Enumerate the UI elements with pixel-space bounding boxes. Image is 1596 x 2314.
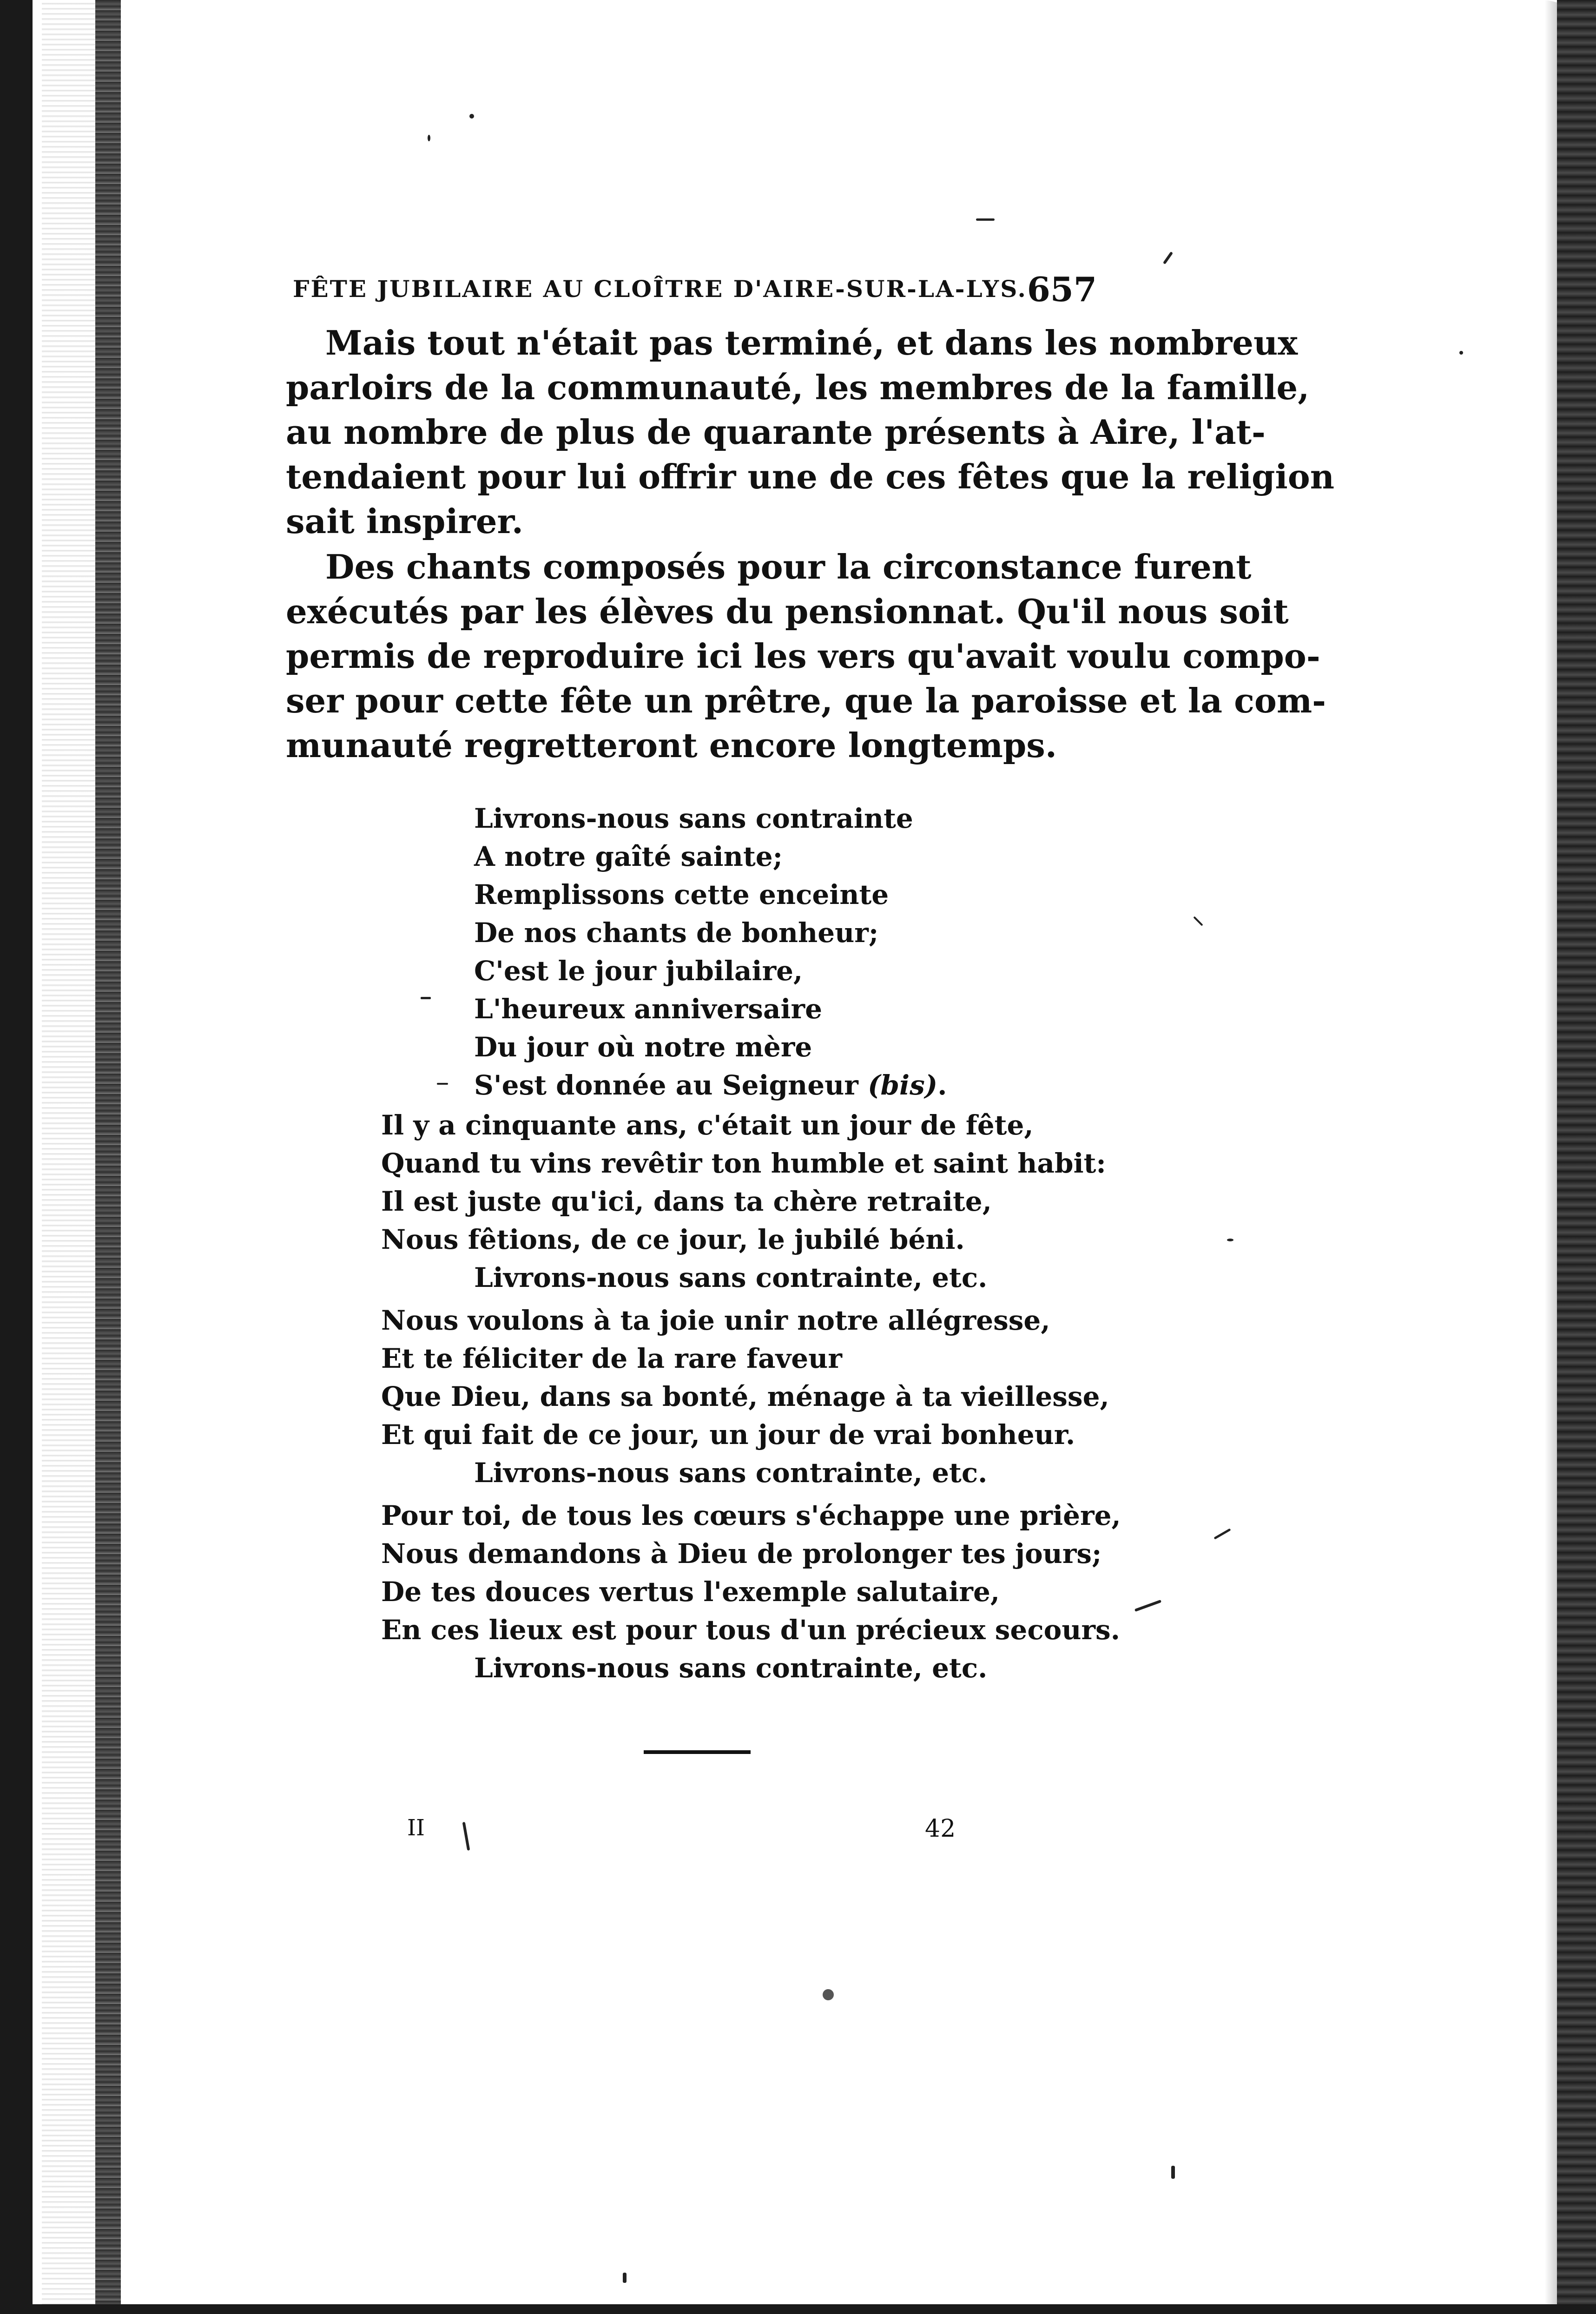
scan-speck <box>469 114 474 119</box>
refrain-line: Du jour où notre mère <box>474 1031 812 1063</box>
refrain-line: Remplissons cette enceinte <box>474 879 889 910</box>
paragraph-line: au nombre de plus de quarante présents à Aire, l'at- <box>286 412 1266 452</box>
refrain-line: C'est le jour jubilaire, <box>474 955 803 987</box>
prose-body <box>286 321 1335 768</box>
paragraph-2 <box>286 545 1326 768</box>
refrain-line-last <box>474 1066 947 1104</box>
stanza-line: Nous demandons à Dieu de prolonger tes jours; <box>381 1538 1102 1569</box>
scan-speck <box>1193 916 1203 926</box>
scan-speck <box>1134 1600 1161 1612</box>
stanza-line: Nous fêtions, de ce jour, le jubilé béni. <box>381 1224 965 1255</box>
stanza-line: Nous voulons à ta joie unir notre allégresse, <box>381 1305 1050 1336</box>
running-head <box>293 270 1097 311</box>
signature-mark: II <box>407 1815 425 1841</box>
stanza-line: Il y a cinquante ans, c'était un jour de fête, <box>381 1109 1034 1141</box>
bis-marker: (bis) <box>868 1069 938 1101</box>
scan-speck <box>976 218 995 221</box>
paragraph-line: parloirs de la communauté, les membres de la famille, <box>286 368 1310 407</box>
scan-speck <box>1171 2166 1175 2179</box>
scan-bottom-edge <box>0 2304 1596 2314</box>
running-title: FÊTE JUBILAIRE AU CLOÎTRE D'AIRE-SUR-LA-LYS. <box>293 275 1027 303</box>
stanza-line: Et te féliciter de la rare faveur <box>381 1343 842 1374</box>
page-number: 657 <box>1027 270 1097 309</box>
refrain-period: . <box>937 1069 947 1101</box>
chorus-line: Livrons-nous sans contrainte, etc. <box>474 1652 988 1684</box>
scan-speck <box>437 1083 448 1085</box>
scan-speck <box>1459 351 1463 355</box>
poem-stanza-3 <box>381 1497 1121 1687</box>
paragraph-line: tendaient pour lui offrir une de ces fêtes que la religion <box>286 457 1335 496</box>
stanza-line: Et qui fait de ce jour, un jour de vrai bonheur. <box>381 1419 1075 1450</box>
stanza-line: Que Dieu, dans sa bonté, ménage à ta vieillesse, <box>381 1381 1109 1412</box>
poem-stanza-1 <box>381 1106 1106 1297</box>
scan-speck <box>823 1989 834 2000</box>
paragraph-line: ser pour cette fête un prêtre, que la paroisse et la com- <box>286 681 1326 720</box>
paragraph-line: sait inspirer. <box>286 501 523 541</box>
paragraph-line: exécutés par les élèves du pensionnat. Qu'il nous soit <box>286 592 1289 631</box>
refrain-text: S'est donnée au Seigneur <box>474 1069 868 1101</box>
chorus-line: Livrons-nous sans contrainte, etc. <box>474 1262 988 1293</box>
scan-speck <box>1213 1528 1231 1539</box>
scan-speck <box>1163 251 1173 264</box>
section-rule <box>644 1750 751 1754</box>
stanza-line: Quand tu vins revêtir ton humble et saint habit: <box>381 1147 1106 1179</box>
stanza-line: De tes douces vertus l'exemple salutaire, <box>381 1576 1000 1608</box>
scan-speck <box>1227 1239 1233 1241</box>
paragraph-line: Mais tout n'était pas terminé, et dans les nombreux <box>325 323 1298 363</box>
refrain-line: L'heureux anniversaire <box>474 993 823 1025</box>
refrain-line: Livrons-nous sans contrainte <box>474 803 913 834</box>
paragraph-line: munauté regretteront encore longtemps. <box>286 725 1057 765</box>
scan-speck <box>421 997 431 999</box>
scan-speck <box>428 135 430 141</box>
stanza-line: En ces lieux est pour tous d'un précieux secours. <box>381 1614 1120 1646</box>
scan-gutter-dark <box>95 0 121 2314</box>
paragraph-line: Des chants composés pour la circonstance furent <box>325 547 1252 587</box>
poem-refrain <box>474 799 947 1104</box>
signature-number: 42 <box>925 1815 956 1843</box>
scan-left-margin <box>33 0 42 2314</box>
stanza-line: Pour toi, de tous les cœurs s'échappe une prière, <box>381 1500 1121 1531</box>
refrain-line: De nos chants de bonheur; <box>474 917 879 949</box>
refrain-line: A notre gaîté sainte; <box>474 841 783 872</box>
paragraph-1 <box>286 321 1335 544</box>
scan-speck <box>462 1822 470 1851</box>
poem-stanza-2 <box>381 1301 1109 1492</box>
scan-right-edge-dark <box>1557 0 1596 2314</box>
chorus-line: Livrons-nous sans contrainte, etc. <box>474 1457 988 1489</box>
scan-left-edge <box>0 0 33 2314</box>
stanza-line: Il est juste qu'ici, dans ta chère retraite, <box>381 1186 992 1217</box>
scan-speck <box>623 2273 627 2283</box>
paragraph-line: permis de reproduire ici les vers qu'avait voulu compo- <box>286 636 1320 676</box>
